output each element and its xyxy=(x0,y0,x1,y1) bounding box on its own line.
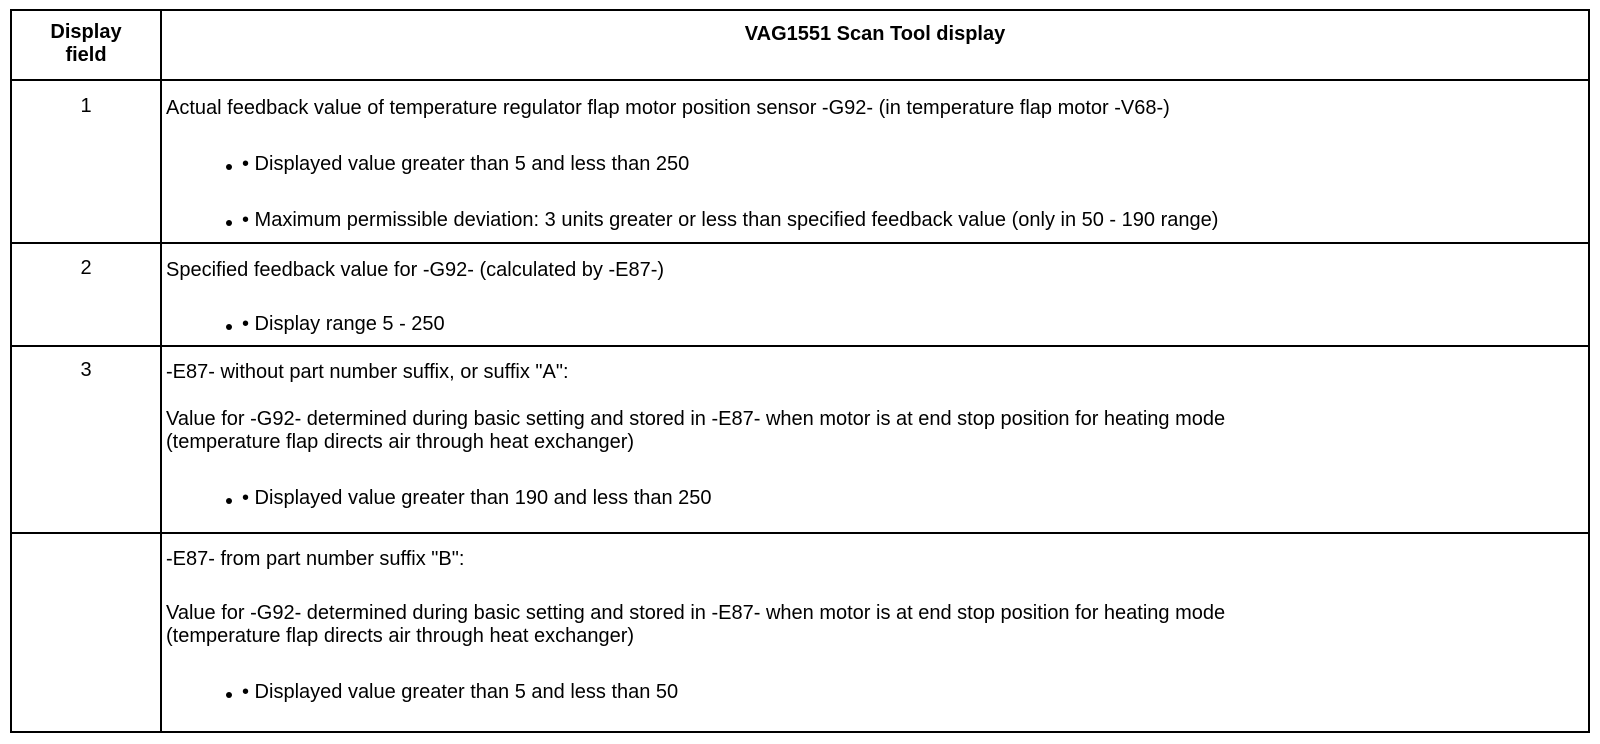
bullet-icon xyxy=(226,164,232,170)
row-description: (temperature flap directs air through heat exchanger) xyxy=(166,625,635,647)
row-divider xyxy=(12,532,1588,534)
row-divider xyxy=(12,345,1588,347)
row-bullet: • Displayed value greater than 5 and less than 50 xyxy=(226,681,678,704)
row-description: Value for -G92- determined during basic setting and stored in -E87- when motor is at end stop position for heating mode xyxy=(166,602,1226,624)
row-bullet: • Display range 5 - 250 xyxy=(226,313,445,336)
row-description: (temperature flap directs air through heat exchanger) xyxy=(166,431,635,453)
row-field-number: 2 xyxy=(80,257,92,279)
row-description: Value for -G92- determined during basic setting and stored in -E87- when motor is at end stop position for heating mode xyxy=(166,408,1226,430)
row-description: Actual feedback value of temperature regulator flap motor position sensor -G92- (in temperature flap motor -V68-) xyxy=(166,97,1170,119)
bullet-icon xyxy=(226,498,232,504)
row-description: -E87- without part number suffix, or suffix "A": xyxy=(166,361,569,383)
row-description: -E87- from part number suffix "B": xyxy=(166,548,465,570)
row-description: Specified feedback value for -G92- (calculated by -E87-) xyxy=(166,259,665,281)
bullet-icon xyxy=(226,220,232,226)
header-divider xyxy=(12,79,1588,81)
column-divider xyxy=(160,11,162,731)
row-field-number: 1 xyxy=(80,95,92,117)
row-field-number: 3 xyxy=(80,359,92,381)
bullet-icon xyxy=(226,324,232,330)
row-bullet: • Displayed value greater than 190 and less than 250 xyxy=(226,487,712,510)
display-field-table xyxy=(10,9,1590,733)
row-bullet: • Maximum permissible deviation: 3 units greater or less than specified feedback value (only in 50 - 190 range) xyxy=(226,209,1218,232)
header-display-field: Display field xyxy=(50,21,122,66)
row-divider xyxy=(12,242,1588,244)
header-scan-tool-display: VAG1551 Scan Tool display xyxy=(744,23,1006,45)
row-bullet: • Displayed value greater than 5 and less than 250 xyxy=(226,153,689,176)
bullet-icon xyxy=(226,692,232,698)
